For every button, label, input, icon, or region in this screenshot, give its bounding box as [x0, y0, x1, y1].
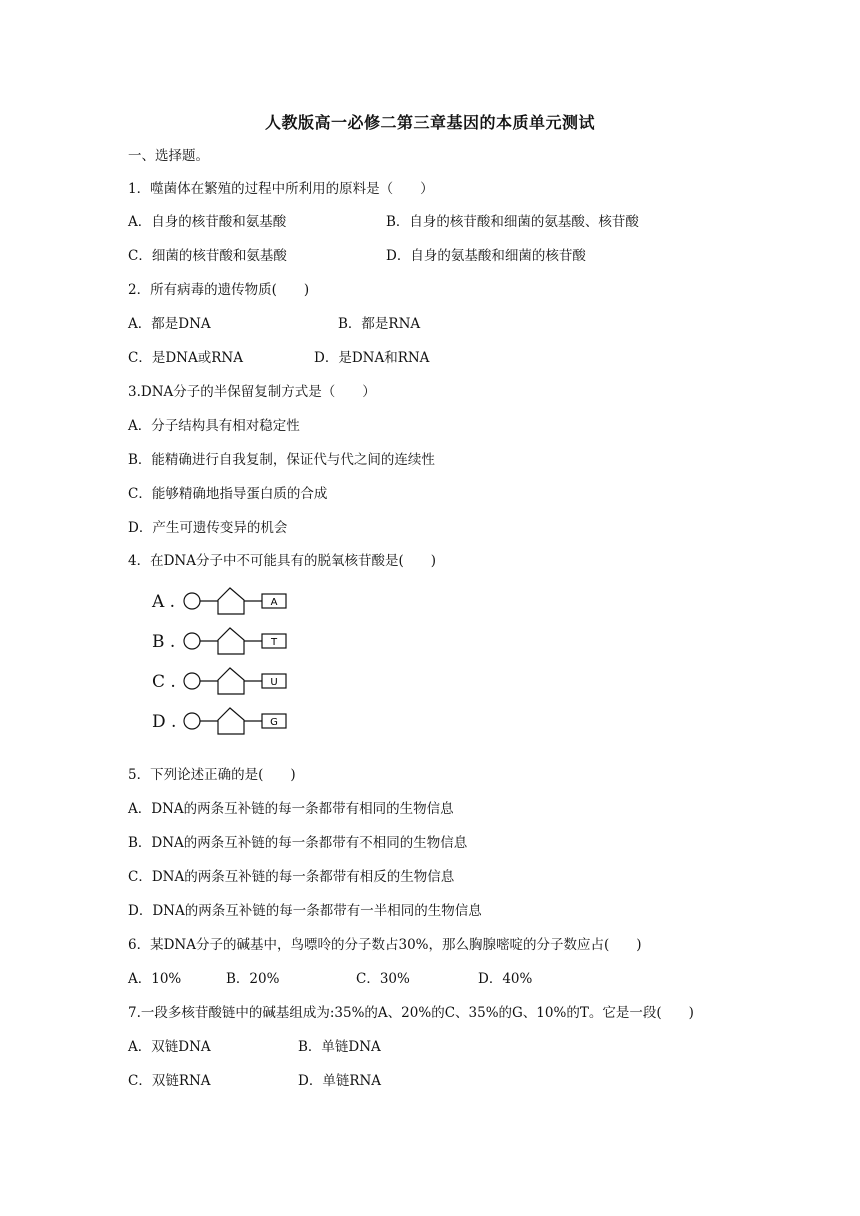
question-6-stem: 6．某DNA分子的碱基中，鸟嘌呤的分子数占30%，那么胸腺嘧啶的分子数应占( ) — [128, 937, 642, 953]
question-1-stem: 1．噬菌体在繁殖的过程中所利用的原料是（ ） — [128, 181, 434, 197]
question-5-stem: 5．下列论述正确的是( ) — [128, 767, 296, 783]
question-2-option-c: C．是DNA或RNA — [128, 350, 243, 366]
section-heading: 一、选择题。 — [128, 148, 209, 164]
question-1-option-c: C．细菌的核苷酸和氨基酸 — [128, 248, 287, 264]
nucleotide-option-c — [148, 666, 308, 706]
nucleotide-diagram — [178, 706, 298, 740]
question-7-stem: 7.一段多核苷酸链中的碱基组成为:35%的A、20%的C、35%的G、10%的T。它是一段( ) — [128, 1005, 694, 1021]
nucleotide-option-b — [148, 626, 308, 666]
question-7-option-c: C．双链RNA — [128, 1073, 211, 1089]
question-4-stem: 4．在DNA分子中不可能具有的脱氧核苷酸是( ) — [128, 553, 437, 569]
question-2-option-b: B．都是RNA — [338, 316, 421, 332]
nucleotide-diagram — [178, 626, 298, 660]
question-3-option-c: C．能够精确地指导蛋白质的合成 — [128, 486, 328, 502]
question-5-option-d: D．DNA的两条互补链的每一条都带有一半相同的生物信息 — [128, 903, 482, 919]
nucleotide-option-a — [148, 586, 308, 626]
nucleotide-diagram — [178, 586, 298, 620]
question-3-stem: 3.DNA分子的半保留复制方式是（ ） — [128, 384, 376, 400]
question-7-option-a: A．双链DNA — [128, 1039, 211, 1055]
question-2-option-d: D．是DNA和RNA — [314, 350, 430, 366]
base-letter: T — [270, 637, 278, 648]
question-7-option-d: D．单链RNA — [298, 1073, 382, 1089]
nucleotide-option-label: D . — [152, 712, 177, 732]
question-5-option-b: B．DNA的两条互补链的每一条都带有不相同的生物信息 — [128, 835, 468, 851]
question-5-option-a: A．DNA的两条互补链的每一条都带有相同的生物信息 — [128, 801, 454, 817]
base-letter: G — [270, 717, 278, 728]
nucleotide-option-label: A . — [152, 592, 176, 612]
question-2-option-a: A．都是DNA — [128, 316, 211, 332]
nucleotide-option-label: C . — [152, 672, 176, 692]
nucleotide-option-d — [148, 706, 308, 746]
base-letter: U — [270, 677, 278, 688]
nucleotide-diagram — [178, 666, 298, 700]
question-7-option-b: B．单链DNA — [298, 1039, 381, 1055]
question-6-option-a: A．10% — [128, 971, 182, 987]
question-6-option-d: D．40% — [478, 971, 533, 987]
nucleotide-figure — [148, 586, 308, 746]
question-1-option-d: D．自身的氨基酸和细菌的核苷酸 — [386, 248, 586, 264]
question-3-option-d: D．产生可遗传变异的机会 — [128, 520, 288, 536]
question-1-option-b: B．自身的核苷酸和细菌的氨基酸、核苷酸 — [386, 214, 639, 230]
page-title: 人教版高一必修二第三章基因的本质单元测试 — [264, 113, 595, 132]
nucleotide-option-label: B . — [152, 632, 176, 652]
question-3-option-a: A．分子结构具有相对稳定性 — [128, 418, 300, 434]
question-3-option-b: B．能精确进行自我复制，保证代与代之间的连续性 — [128, 452, 435, 468]
base-letter: A — [270, 597, 278, 608]
question-1-option-a: A．自身的核苷酸和氨基酸 — [128, 214, 287, 230]
question-6-option-b: B．20% — [226, 971, 280, 987]
question-6-option-c: C．30% — [356, 971, 410, 987]
question-5-option-c: C．DNA的两条互补链的每一条都带有相反的生物信息 — [128, 869, 455, 885]
question-2-stem: 2．所有病毒的遗传物质( ) — [128, 282, 310, 298]
